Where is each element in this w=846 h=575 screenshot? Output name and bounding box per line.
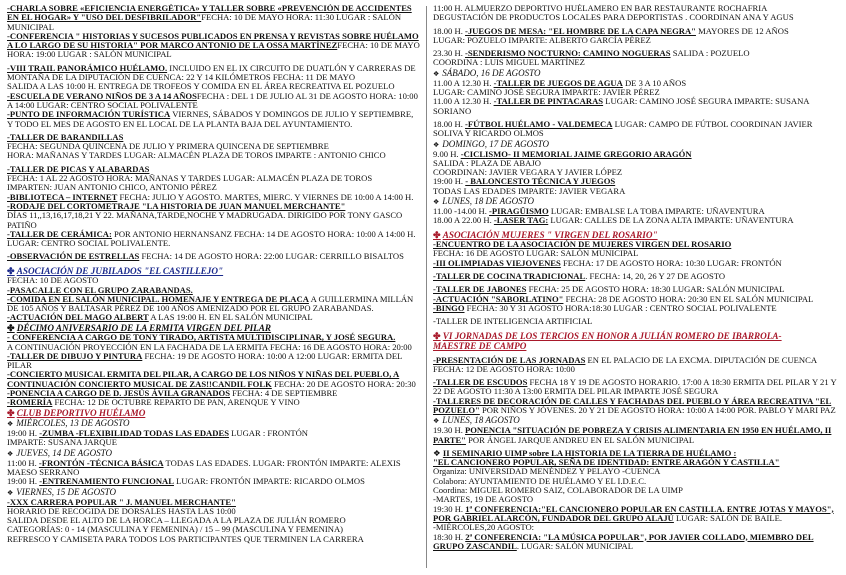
event-details: POR NIÑOS Y JÓVENES. 20 Y 21 DE AGOSTO HORA: 10:00 A 14:00 POR. PABLO Y MARI PAZ: [479, 405, 836, 415]
bullet-icon: ✤: [7, 407, 15, 418]
day-label: VIERNES, 15 DE AGOSTO: [16, 486, 116, 497]
event-entry: [7, 32, 420, 60]
event-details: FECHA: 14 DE AGOSTO HORA: 22:00 LUGAR: CERRILLO BISALTOS: [139, 251, 404, 262]
diamond-bullet-icon: ❖: [433, 140, 440, 149]
event-details: FECHA: 20 DE AGOSTO HORA: 20:30: [271, 378, 416, 389]
event-details: SALIDA : POZUELO COORDINA : LUIS MIGUEL MARTÍNEZ: [433, 48, 750, 68]
event-details: FECHA: JULIO Y AGOSTO. MARTES, MIERC. Y VIERNES DE 10:00 A 14:00 H.: [117, 191, 414, 202]
event-details: FECHA: 19 DE AGOSTO HORA: 10:00 A 12:00 LUGAR: ERMITA DEL PILAR: [7, 350, 403, 371]
event-entry: [433, 4, 841, 23]
event-entry: [7, 110, 420, 129]
day-label: SÁBADO, 16 DE AGOSTO: [442, 67, 541, 78]
event-entry: [7, 133, 420, 161]
event-title: -XXX CARRERA POPULAR " J. MANUEL MERCHANTE": [7, 496, 236, 507]
event-title: -TALLER DE PICAS Y ALABARDAS: [7, 163, 150, 174]
event-details: HORARIO DE RECOGIDA DE DORSALES HASTA LAS 10:00 SALIDA DESDE EL ALTO DE LA HORCA – LLEGADA A LA PLAZA DE JULIÁN ROMERO CATEGORÍAS: 0 - 14 (MASCULINA Y FEMENINA) / 15 – 99 (MASCULINA Y FEMENINA) REFRESCO Y CAMISETA PARA TODOS LOS PARTICIPANTES QUE TERMINEN LA CARRERA: [7, 505, 364, 544]
event-title: -JUEGOS DE MESA: "EL HOMBRE DE LA CAPA NEGRA": [465, 25, 696, 36]
event-title: -TALLER DE DIBUJO Y PINTURA: [7, 350, 143, 361]
event-details: LUGAR: SALÓN DE BAILE. -MIÉRCOLES,20 AGOSTO:: [433, 512, 783, 533]
event-title: -ACTUACIÓN DEL MAGO ALBERT: [7, 312, 149, 323]
event-entry: [7, 252, 420, 261]
section-title: CLUB DEPORTIVO HUÉLAMO: [16, 407, 146, 418]
event-title: - BALONCESTO TÉCNICA Y JUEGOS: [465, 176, 616, 187]
event-details: SALIDA : PLAZA DE ABAJO COORDINAN: JAVIER VEGARA Y JAVIER LÓPEZ: [433, 157, 623, 178]
event-title: II SEMINARIO UIMP sobre LA HISTORIA DE LA TIERRA DE HUÉLAMO : "EL CANCIONERO POPULAR, SEÑA DE IDENTIDAD: ENTRE ARAGÓN Y CASTILLA": [433, 447, 780, 468]
event-title: -PASACALLE CON EL GRUPO ZARABANDAS.: [7, 284, 193, 295]
event-title: PONENCIA "SITUACIÓN DE POBREZA Y CRISIS ALIMENTARIA EN 1950 EN HUÉLAMO, II PARTE": [433, 425, 832, 445]
event-entry: [7, 370, 420, 389]
event-entry: [7, 230, 420, 249]
bullet-icon: ✤: [433, 229, 441, 240]
event-details: . LUGAR: SALÓN MUNICIPAL: [516, 540, 633, 551]
left-column: [7, 4, 420, 572]
event-time: 11.00 A 12.30 H.: [433, 77, 492, 88]
day-label: LUNES, 18 AGOSTO: [442, 415, 520, 426]
event-time: 19:30 H.: [433, 503, 464, 514]
event-title: -BINGO: [433, 302, 465, 313]
event-time: 19:00 H.: [433, 176, 464, 187]
event-entry: [433, 505, 841, 533]
event-title: -ZUMBA -FLEXIBILIDAD TODAS LAS EDADES: [39, 428, 229, 439]
section-title: ASOCIACIÓN DE JUBILADOS "EL CASTILLEJO": [16, 265, 224, 276]
event-details: DÍAS 11,,13,16,17,18,21 Y 22. MAÑANA,TARDE,NOCHE Y MADRUGADA. DIRIGIDO POR TONY GASCO PATIÑO: [7, 210, 403, 230]
event-details: A LAS 19:00 H. EN EL SALÓN MUNICIPAL: [148, 312, 313, 323]
event-title: -CONFERENCIA " HISTORIAS Y SUCESOS PUBLICADOS EN PRENSA Y REVISTAS SOBRE HUÉLAMO A LO LARGO DE SU HISTORIA" POR MARCO ANTONIO DE LA OSSA MARTÍNEZ: [7, 30, 419, 51]
event-entry: [433, 317, 841, 326]
diamond-bullet-icon: ❖: [7, 449, 14, 458]
event-title: 2ª CONFERENCIA: "LA MÚSICA POPULAR", POR JAVIER COLLADO, MIEMBRO DEL GRUPO ZASCANDIL: [433, 531, 814, 551]
event-title: -III OLIMPIADAS VIEJOVENES: [433, 257, 561, 268]
event-title: 1ª CONFERENCIA:"EL CANCIONERO POPULAR EN CASTILLA. ENTRE JOTAS Y MAYOS", POR GABRIEL ALARCÓN, FUNDADOR DEL GRUPO ALAJÚ: [433, 503, 834, 523]
event-title: -LASER TAG:: [493, 215, 549, 226]
event-time: 11:00 H.: [7, 457, 37, 468]
event-details: POR ANTONIO HERNANSANZ FECHA: 14 DE AGOSTO HORA: 10:00 A 14:00 H. LUGAR: CENTRO SOCIAL POLIVALENTE.: [7, 228, 416, 249]
event-title: -OBSERVACIÓN DE ESTRELLAS: [7, 251, 140, 262]
event-entry: [433, 97, 841, 116]
section-heading: [7, 408, 420, 419]
event-entry: [433, 120, 841, 139]
event-title: -FÚTBOL HUÉLAMO - VALDEMECA: [465, 118, 613, 129]
event-details: LUGAR: CALLES DE LA ZONA ALTA IMPARTE: UÑAVENTURA: [548, 215, 794, 226]
day-label: LUNES, 18 DE AGOSTO: [442, 196, 534, 207]
event-entry: [7, 333, 420, 352]
event-title: -ROMERÍA: [7, 397, 53, 408]
event-title: -PIRAGÜISMO: [489, 206, 549, 217]
section-title: VI JORNADAS DE LOS TERCIOS EN HONOR A JULIÁN ROMERO DE IBARROLA- MAESTRE DE CAMPO: [433, 330, 782, 352]
event-entry: [433, 272, 841, 281]
event-title: -COMIDA EN EL SALÓN MUNICIPAL. HOMENAJE Y ENTREGA DE PLACA: [7, 293, 309, 304]
event-details: A GUILLERMINA MILLÁN DE 105 AÑOS Y BALTASAR PÉREZ DE 100 AÑOS AMENIZADO POR EL GRUPO ZARABANDAS.: [7, 293, 414, 314]
event-entry: [433, 177, 841, 196]
event-details: FECHA : DEL 1 DE JULIO AL 31 DE AGOSTO HORA: 10:00 A 14:00 LUGAR: CENTRO SOCIAL POLIVALENTE: [7, 90, 418, 110]
event-title: -CONCIERTO MUSICAL ERMITA DEL PILAR, A CARGO DE LOS NIÑOS Y NIÑAS DEL PUEBLO, A CONTINUACIÓN CONCIERTO MUSICAL DE ZAS!!CANDIL FOLK: [7, 369, 400, 389]
event-details: FECHA: SEGUNDA QUINCENA DE JULIO Y PRIMERA QUINCENA DE SEPTIEMBRE HORA: MAÑANAS Y TARDES LUGAR: ALMACÉN PLAZA DE TOROS IMPARTE : ANTONIO CHICO: [7, 141, 386, 161]
event-details: FECHA: 17 DE AGOSTO HORA: 10:30 LUGAR: FRONTÓN: [560, 257, 782, 268]
day-label: JUEVES, 14 DE AGOSTO: [16, 447, 112, 458]
event-details: FECHA: 10 DE AGOSTO: [7, 275, 99, 286]
event-title: -ENTRENAMIENTO FUNCIONAL: [39, 476, 174, 487]
event-details: LUGAR: CAMPO DE FÚTBOL COORDINAN JAVIER SOLIVA Y RICARDO OLMOS: [433, 118, 813, 139]
event-entry: [433, 449, 841, 505]
event-title: - CONFERENCIA A CARGO DE TONY TIRADO, ARTISTA MULTIDISCIPLINAR, Y JOSÉ SEGURA.: [7, 332, 396, 343]
event-time: 18:30 H.: [433, 531, 464, 542]
event-title: -ACTUACIÓN "SABORLATINO": [433, 293, 564, 304]
event-details: DE 3 A 10 AÑOS LUGAR: CAMINO JOSÉ SEGURA IMPARTE: JAVIER PÉREZ: [433, 77, 687, 98]
event-entry: [7, 4, 420, 32]
event-title: -ESCUELA DE VERANO NIÑOS DE 3 A 14 AÑOS: [7, 90, 197, 101]
event-entry: [433, 216, 841, 225]
section-title: DÉCIMO ANIVERSARIO DE LA ERMITA VIRGEN DEL PILAR: [16, 322, 272, 333]
event-entry: [7, 459, 420, 478]
event-entry: [433, 150, 841, 178]
day-label: MIÉRCOLES, 13 DE AGOSTO: [16, 418, 130, 429]
event-time: 11.00 -14.00 H.: [433, 206, 487, 217]
diamond-bullet-icon: ❖: [433, 417, 440, 426]
event-title: -PONENCIA A CARGO DE D. JESÚS ÁVILA GRANADOS: [7, 387, 230, 398]
event-title: -TALLER DE COCINA TRADICIONAL: [433, 271, 586, 282]
diamond-bullet-icon: ❖: [7, 420, 14, 429]
event-details: LUGAR: FRONTÓN IMPARTE: RICARDO OLMOS: [173, 476, 365, 487]
event-title: -TALLER DE CERÁMICA:: [7, 228, 112, 239]
event-entry: [7, 64, 420, 92]
event-details: A CONTINUACIÓN PROYECCIÓN EN LA FACHADA DE LA ERMITA FECHA: 16 DE AGOSTO HORA: 20:00: [7, 341, 412, 352]
event-entry: [7, 165, 420, 193]
event-title: -SENDERISMO NOCTURNO: CAMINO NOGUERAS: [465, 48, 671, 59]
event-entry: [433, 304, 841, 313]
event-title: -TALLER DE JUEGOS DE AGUA: [493, 77, 623, 88]
event-details: FECHA 18 Y 19 DE AGOSTO HORARIO. 17:00 A 18:30 ERMITA DEL PILAR Y 21 Y 22 DE AGOSTO 11:30 A 13:00 ERMITA DEL PILAR IMPARTE JOSÉ SEGURA: [433, 377, 837, 397]
event-entry: [433, 49, 841, 68]
event-entry: [7, 429, 420, 448]
event-details: FECHA: 16 DE AGOSTO LUGAR: SALÓN MUNICIPAL: [433, 248, 639, 259]
right-column: [433, 4, 841, 572]
event-entry: [433, 240, 841, 259]
event-entry: [433, 533, 841, 552]
day-label: DOMINGO, 17 DE AGOSTO: [442, 138, 549, 149]
event-details: LUGAR : FRONTÓN IMPARTE: SUSANA JARQUE: [7, 428, 309, 448]
event-title: -PRESENTACIÓN DE LAS JORNADAS: [433, 354, 586, 365]
event-title: -TALLERES DE DECORACIÓN DE CALLES Y FACHADAS DEL PUEBLO Y ÁREA RECREATIVA "EL POZUELO": [433, 395, 832, 415]
event-entry: [7, 352, 420, 371]
event-details: FECHA: 10 DE MAYO HORA: 19:00 LUGAR : SALÓN MUNICIPAL: [7, 40, 420, 60]
event-details: LUGAR: CAMINO JOSÉ SEGURA IMPARTE: SUSANA SORIANO: [433, 96, 810, 116]
event-details: FECHA: 25 DE AGOSTO HORA: 18:30 LUGAR: SALÓN MUNICIPAL: [526, 284, 785, 295]
event-title: -CICLISMO- II MEMORIAL JAIME GREGORIO ARAGÓN: [460, 148, 692, 159]
bullet-icon: ✤: [7, 265, 15, 276]
event-entry: [7, 398, 420, 407]
event-title: -TALLER DE BARANDILLAS: [7, 131, 124, 142]
section-heading: [433, 331, 841, 352]
event-title: -TALLER DE JABONES: [433, 284, 527, 295]
event-details: 11:00 H. ALMUERZO DEPORTIVO HUÉLAMERO EN BAR RESTAURANTE ROCHAFRIA DEGUSTACIÓN DE PRODUCTOS LOCALES PARA DEPORTISTAS . COORDINAN ANA Y AGUS: [433, 4, 794, 23]
event-time: 11.00 A 12.30 H.: [433, 96, 492, 107]
event-time: 19:00 H.: [7, 428, 38, 439]
diamond-bullet-icon: ❖: [7, 488, 14, 497]
event-details: MAYORES DE 12 AÑOS LUGAR: POZUELO IMPARTE: ALBERTO GARCÍA PÉREZ: [433, 25, 789, 45]
event-entry: [433, 259, 841, 268]
event-details: Organiza: UNIVERSIDAD MENÉNDEZ Y PELAYO -CUENCA Colabora: AYUNTAMIENTO DE HUÉLAMO Y EL I.D.E.C. Coordina: MIGUEL ROMERO SAIZ, COLABORADOR DE LA UIMP -MARTES, 19 DE AGOSTO: [433, 466, 683, 505]
event-time: ❖: [433, 447, 441, 458]
event-title: -PUNTO DE INFORMACIÓN TURÍSTICA: [7, 109, 171, 120]
event-entry: [433, 378, 841, 397]
event-entry: [433, 397, 841, 416]
column-divider: [426, 6, 427, 568]
diamond-bullet-icon: ❖: [433, 198, 440, 207]
event-details: FECHA: 28 DE AGOSTO HORA: 20:30 EN EL SALÓN MUNICIPAL: [563, 293, 814, 304]
event-title: -FRONTÓN -TÉCNICA BÁSICA: [38, 457, 164, 468]
event-details: -TALLER DE INTELIGENCIA ARTIFICIAL: [433, 316, 593, 327]
event-time: 18.00 A 22.00 H.: [433, 215, 492, 226]
event-details: VIERNES, SÁBADOS Y DOMINGOS DE JULIO Y SEPTIEMBRE, Y TODO EL MES DE AGOSTO EN EL LOCAL DE LA PLANTA BAJA DEL AYUNTAMIENTO.: [7, 109, 414, 129]
event-details: FECHA: 10 DE MAYO HORA: 11:30 LUGAR : SALÓN MUNICIPAL: [7, 12, 402, 32]
event-time: 18.00 H.: [433, 25, 463, 36]
event-entry: [7, 498, 420, 544]
event-time: 19:00 H.: [7, 476, 38, 487]
event-details: FECHA: 30 Y 31 AGOSTO HORA:18:30 LUGAR : CENTRO SOCIAL POLIVALENTE: [464, 302, 777, 313]
event-title: -ENCUENTRO DE LA ASOCIACIÓN DE MUJERES VIRGEN DEL ROSARIO: [433, 239, 732, 250]
event-entry: [7, 477, 420, 486]
event-entry: [7, 202, 420, 230]
event-entry: [433, 426, 841, 445]
event-title: -TALLER DE ESCUDOS: [433, 377, 528, 388]
event-details: FECHA: 1 AL 22 AGOSTO HORA: MAÑANAS Y TARDES LUGAR: ALMACÉN PLAZA DE TOROS IMPARTEN: JUAN ANTONIO CHICO, ANTONIO PÉREZ: [7, 173, 373, 193]
event-entry: [7, 92, 420, 111]
bullet-icon: ✤: [433, 330, 441, 341]
event-title: -TALLER DE PINTACARAS: [493, 96, 604, 107]
event-time: 18.00 H.: [433, 118, 463, 129]
event-time: 23.30 H.: [433, 48, 463, 59]
event-details: TODAS LAS EDADES. LUGAR: FRONTÓN IMPARTE: ALEXIS MAESO SERRANO: [7, 457, 401, 477]
event-title: -RODAJE DEL CORTOMETRAJE "LA HISTORIA DE JUAN MANUEL MERCHANTE": [7, 200, 346, 211]
event-entry: [7, 313, 420, 322]
event-title: -VIII TRAIL PANORÁMICO HUÉLAMO.: [7, 62, 168, 73]
bullet-icon: ✤: [7, 322, 15, 333]
section-title: ASOCIACIÓN MUJERES " VIRGEN DEL ROSARIO": [442, 229, 658, 240]
event-details: POR ÁNGEL JARQUE ANDREU EN EL SALÓN MUNICIPAL: [465, 434, 695, 445]
event-details: INCLUIDO EN EL IX CIRCUITO DE DUATLÓN Y CARRERAS DE MONTAÑA DE LA DIPUTACIÓN DE CUENCA: 22 Y 14 KILÓMETROS FECHA: 11 DE MAYO SALIDA A LAS 10:00 H. ENTREGA DE TROFEOS Y COMIDA EN EL ÁREA RECREATIVA EL POZUELO: [7, 62, 416, 92]
event-details: EN EL PALACIO DE LA EXCMA. DIPUTACIÓN DE CUENCA FECHA: 12 DE AGOSTO HORA: 10:00: [433, 354, 818, 374]
event-details: FECHA: 12 DE OCTUBRE REPARTO DE PAN, ARENQUE Y VINO: [52, 397, 300, 408]
event-entry: [433, 356, 841, 375]
event-time: 9.00 H.: [433, 148, 459, 159]
event-details: TODAS LAS EDADES IMPARTE: JAVIER VEGARA: [433, 185, 626, 196]
event-entry: [433, 27, 841, 46]
diamond-bullet-icon: ❖: [433, 69, 440, 78]
event-details: FECHA: 4 DE SEPTIEMBRE: [230, 387, 338, 398]
event-time: 19.30 H.: [433, 425, 463, 436]
event-entry: [7, 295, 420, 314]
event-details: LUGAR: EMBALSE LA TOBA IMPARTE: UÑAVENTURA: [548, 206, 765, 217]
event-entry: [433, 79, 841, 98]
event-title: -BIBLIOTECA – INTERNET: [7, 191, 118, 202]
event-title: -CHARLA SOBRE «EFICIENCIA ENERGÉTICA» Y TALLER SOBRE «PREVENCIÓN DE ACCIDENTES EN EL HOGAR» Y "USO DEL DESFIBRILADOR": [7, 4, 412, 23]
event-details: . FECHA: 14, 20, 26 Y 27 DE AGOSTO: [585, 271, 726, 282]
